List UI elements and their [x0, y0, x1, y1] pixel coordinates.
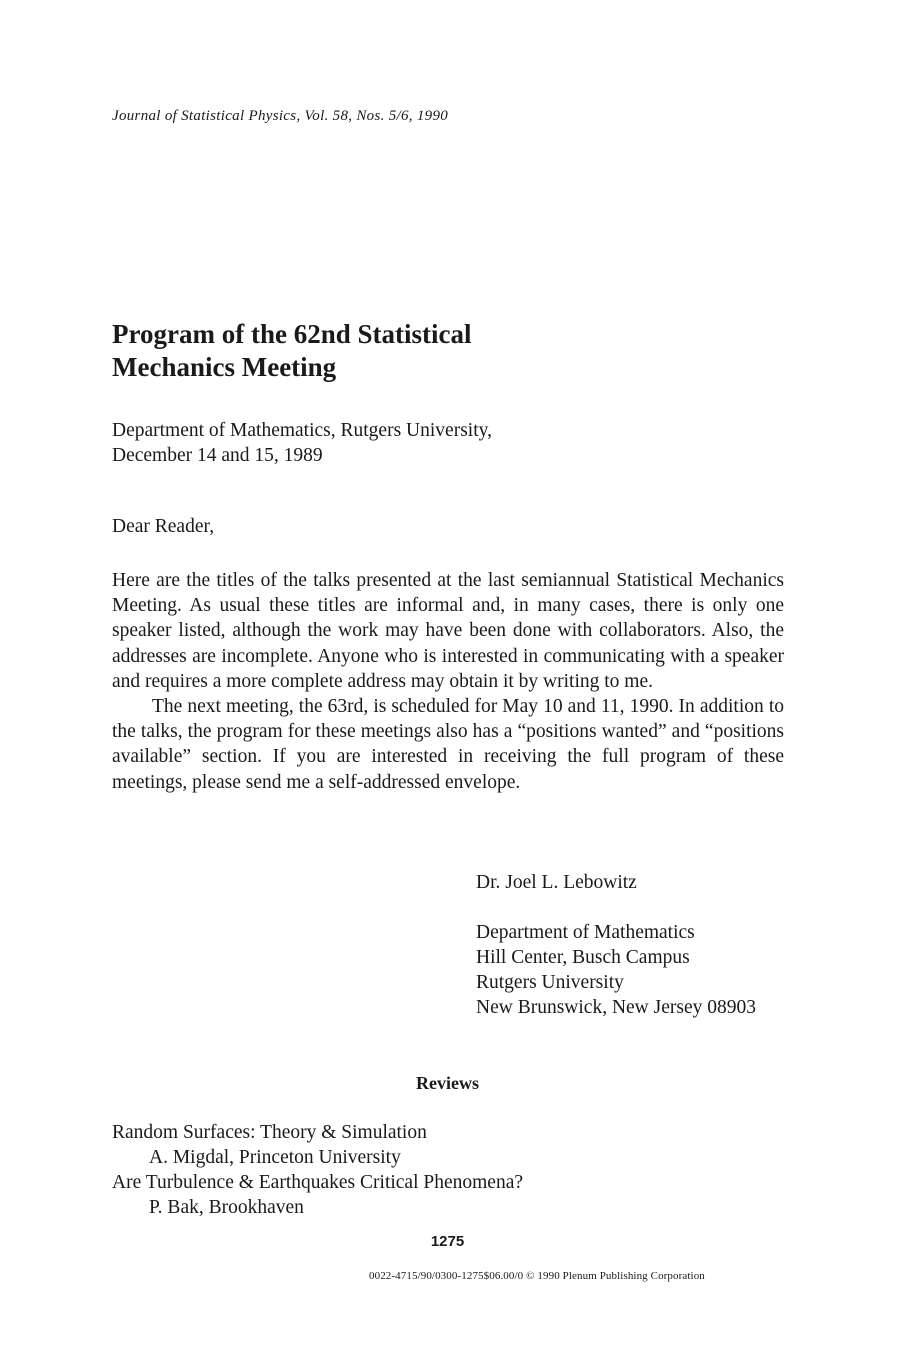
venue-line-2: December 14 and 15, 1989 [112, 445, 323, 466]
reviews-heading-text: Reviews [416, 1073, 479, 1093]
letter-salutation: Dear Reader, [112, 516, 215, 537]
letter-paragraph-2: The next meeting, the 63rd, is scheduled for May 10 and 11, 1990. In addition to the talks, the program for these meetings also has a “positions wanted” and “positions available” section. If you are interested in receiving the full program of these meetings, please send me a self-addressed envelope. [112, 696, 784, 793]
letter-paragraph-1: Here are the titles of the talks presented at the last semiannual Statistical Mechanics Meeting. As usual these titles are informal and, in many cases, there is only one speaker listed, although the work may have been done with collaborators. Also, the addresses are incomplete. Anyone who is interested in communicating with a speaker and requires a more complete address may obtain it by writing to me. [112, 570, 784, 692]
talk-speaker: P. Bak, Brookhaven [149, 1197, 304, 1218]
venue-line-1: Department of Mathematics, Rutgers University, [112, 420, 492, 441]
talk-speaker: A. Migdal, Princeton University [149, 1147, 401, 1168]
list-item [112, 1170, 523, 1220]
signatory-name: Dr. Joel L. Lebowitz [476, 872, 637, 893]
address-line-1: Department of Mathematics [476, 922, 695, 943]
article-title [112, 318, 712, 384]
page-number [0, 1233, 901, 1250]
copyright-line: 0022-4715/90/0300-1275$06.00/0 © 1990 Plenum Publishing Corporation [369, 1270, 705, 1282]
reviews-list [112, 1120, 523, 1220]
address-line-4: New Brunswick, New Jersey 08903 [476, 997, 756, 1018]
talk-title: Are Turbulence & Earthquakes Critical Phenomena? [112, 1172, 524, 1193]
journal-citation: Journal of Statistical Physics, Vol. 58, Nos. 5/6, 1990 [112, 108, 449, 124]
list-item [112, 1120, 523, 1170]
meeting-venue [112, 418, 492, 468]
article-title-line-2: Mechanics Meeting [112, 352, 337, 382]
article-title-line-1: Program of the 62nd Statistical [112, 319, 472, 349]
letter-body [112, 568, 784, 795]
letter-signature [476, 870, 756, 1020]
address-line-3: Rutgers University [476, 972, 624, 993]
address-line-2: Hill Center, Busch Campus [476, 947, 690, 968]
page-number-text: 1275 [430, 1233, 465, 1250]
talk-title: Random Surfaces: Theory & Simulation [112, 1122, 427, 1143]
reviews-heading [0, 1073, 901, 1094]
